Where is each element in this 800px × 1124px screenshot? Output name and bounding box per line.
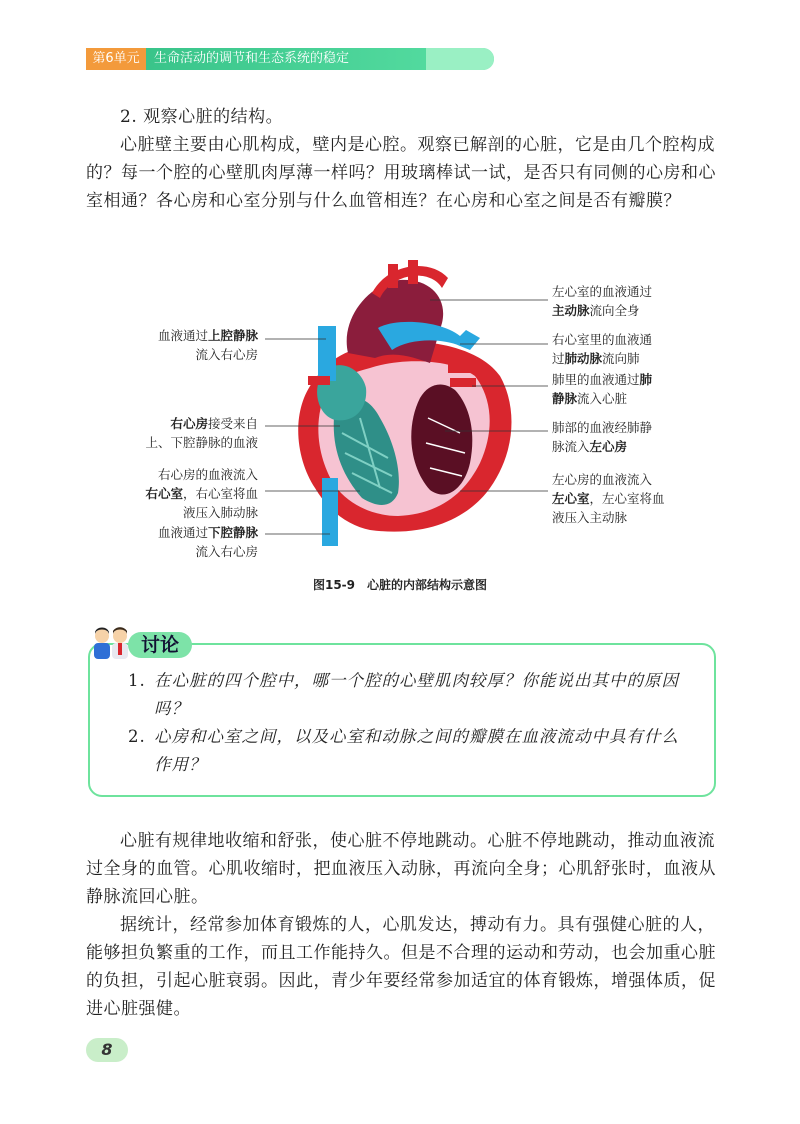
label-left-ventricle: 左心房的血液流入 左心室，左心室将血 液压入主动脉 [552,472,665,525]
pulmonary-vein-left [308,376,330,385]
label-left-atrium: 肺部的血液经肺静 脉流入左心房 [552,420,653,454]
aortic-branch-2 [408,260,418,284]
pulmonary-vein-1 [448,364,474,373]
discussion-item-number: 2. [128,727,146,746]
aortic-branch-1 [388,264,398,288]
label-pulmonary-vein: 肺里的血液通过肺 静脉流入心脏 [552,372,653,406]
discussion-item-2 [128,723,688,779]
unit-number: 第6单元 [92,51,140,66]
body-paragraph-1: 心脏有规律地收缩和舒张，使心脏不停地跳动。心脏不停地跳动，推动血液流过全身的血管。心肌收缩时，把血液压入动脉，再流向全身；心肌舒张时，血液从静脉流回心脏。 [86,831,716,907]
label-right-ventricle: 右心房的血液流入 右心室，右心室将血 液压入肺动脉 [145,467,258,520]
discussion-item-1 [128,667,688,723]
body-paragraph-2: 据统计，经常参加体育锻炼的人，心肌发达，搏动有力。具有强健心脏的人，能够担负繁重的工作，而且工作能持久。但是不合理的运动和劳动，也会加重心脏的负担，引起心脏衰弱。因此，青少年要经常参加适宜的体育锻炼，增强体质，促进心脏强健。 [86,915,716,1019]
label-inferior-vena-cava: 血液通过下腔静脉 流入右心房 [157,525,258,559]
label-right-atrium: 右心房接受来自 上、下腔静脉的血液 [145,416,258,450]
discussion-item-text: 在心脏的四个腔中，哪一个腔的心壁肌肉较厚？你能说出其中的原因吗？ [154,671,679,718]
unit-title: 生命活动的调节和生态系统的稳定 [154,51,350,66]
figure-caption: 图15-9 心脏的内部结构示意图 [312,578,488,592]
discussion-title: 讨论 [128,632,192,658]
label-pulmonary-artery: 右心室里的血液通 过肺动脉流向肺 [552,332,653,366]
label-aorta: 左心室的血液通过 主动脉流向全身 [552,284,653,318]
section-heading: 2. 观察心脏的结构。 [120,107,284,127]
page-number: 8 [86,1038,128,1062]
unit-banner [86,48,494,70]
banner-tail [426,48,494,70]
inferior-vena-cava [322,478,338,546]
discussion-item-number: 1. [128,671,146,690]
intro-paragraph: 心脏壁主要由心肌构成，壁内是心腔。观察已解剖的心脏，它是由几个腔构成的？每一个腔的心壁肌肉厚薄一样吗？用玻璃棒试一试，是否只有同侧的心房和心室相通？各心房和心室分别与什么血管相连？在心房和心室之间是否有瓣膜？ [86,135,716,211]
discussion-item-text: 心房和心室之间，以及心室和动脉之间的瓣膜在血液流动中具有什么作用？ [154,727,679,774]
label-superior-vena-cava: 血液通过上腔静脉 流入右心房 [157,328,258,362]
superior-vena-cava [318,326,336,381]
discussion-header [90,626,194,660]
aorta [347,280,443,363]
